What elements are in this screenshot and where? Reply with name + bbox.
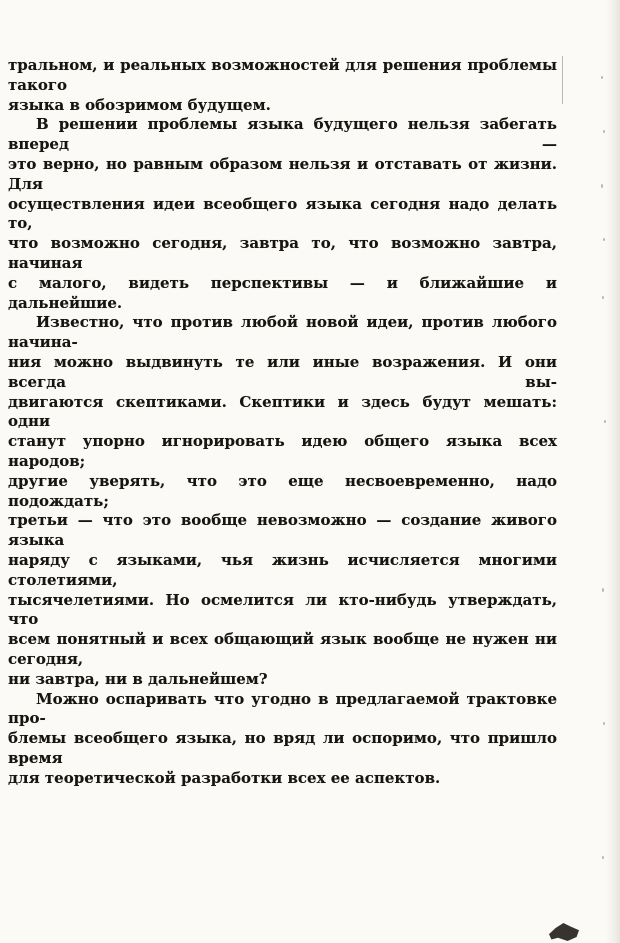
text-line: языка в обозримом будущем. [8,95,271,114]
scan-speck [601,76,603,79]
scan-crease-line [562,56,563,104]
scan-speck [603,130,605,133]
text-line: это верно, но равным образом нельзя и отставать от жизни. Для [8,154,557,193]
text-line: блемы всеобщего языка, но вряд ли оспоримо, что пришло время [8,729,557,767]
text-line: осуществления идеи всеобщего языка сегодня надо делать то, [8,194,557,233]
text-line: наряду с языками, чья жизнь исчисляется многими столетиями, [8,550,557,589]
scan-corner-smudge [549,923,579,941]
text-line: для теоретической разработки всех ее аспектов. [8,768,441,787]
text-line: Известно, что против любой новой идеи, против любого начина- [8,313,557,352]
text-line: с малого, видеть перспективы — и ближайшие и дальнейшие. [8,273,557,312]
text-line: В решении проблемы языка будущего нельзя забегать вперед — [8,115,557,154]
scan-speck [603,722,605,725]
scan-speck [602,588,604,592]
text-line: тральном, и реальных возможностей для решения проблемы такого [8,56,557,94]
scan-edge-shade [606,0,620,943]
text-line: ни завтра, ни в дальнейшем? [8,669,268,688]
text-line: ния можно выдвинуть те или иные возражения. И они всегда вы- [8,352,557,391]
text-line: третьи — что это вообще невозможно — создание живого языка [8,511,557,550]
text-line: другие уверять, что это еще несвоевременно, надо подождать; [8,471,557,510]
scan-speck [603,238,605,241]
text-block [8,56,557,788]
scan-speck [601,184,603,188]
text-line: что возможно сегодня, завтра то, что возможно завтра, начиная [8,234,557,272]
text-line: Можно оспаривать что угодно в предлагаемой трактовке про- [8,689,557,728]
scan-speck [602,296,604,299]
text-line: двигаются скептиками. Скептики и здесь будут мешать: одни [8,392,557,431]
text-line: станут упорно игнорировать идею общего языка всех народов; [8,432,557,470]
text-line: всем понятный и всех общающий язык вообще не нужен ни сегодня, [8,630,557,668]
scan-speck [604,420,606,423]
scan-speck [602,856,604,859]
text-line: тысячелетиями. Но осмелится ли кто-нибудь утверждать, что [8,590,557,629]
